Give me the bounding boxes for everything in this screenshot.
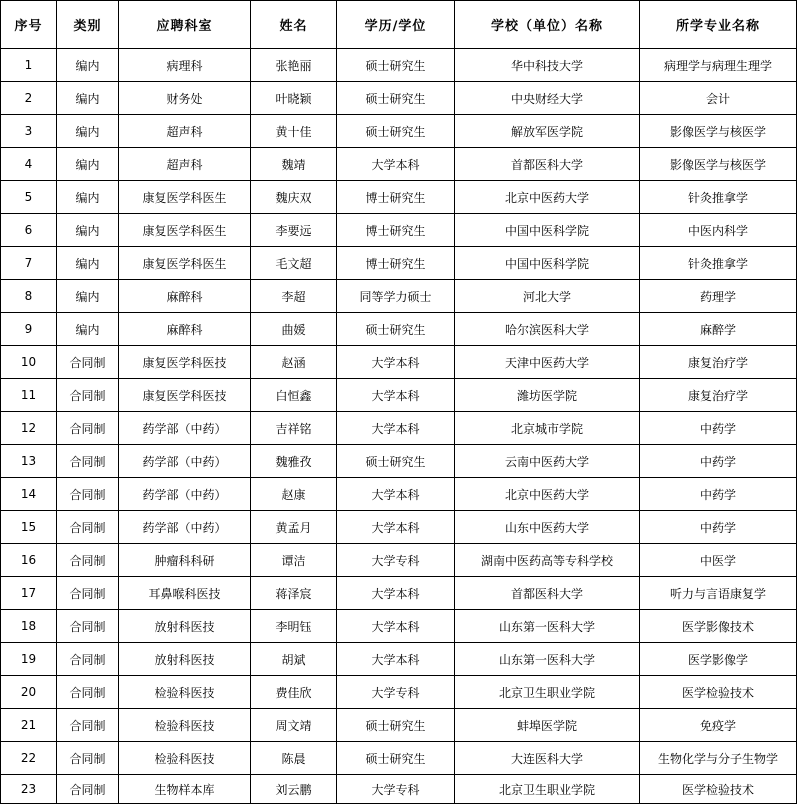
cell-name: 周文靖 <box>251 709 337 742</box>
cell-name: 陈晨 <box>251 742 337 775</box>
table-row <box>1 676 797 709</box>
table-row <box>1 610 797 643</box>
cell-index: 17 <box>1 577 57 610</box>
cell-name: 魏雅孜 <box>251 445 337 478</box>
header-row <box>1 1 797 49</box>
cell-department: 检验科医技 <box>119 709 251 742</box>
cell-department: 超声科 <box>119 115 251 148</box>
cell-name: 张艳丽 <box>251 49 337 82</box>
cell-name: 白恒鑫 <box>251 379 337 412</box>
cell-school: 山东第一医科大学 <box>455 610 640 643</box>
cell-school: 天津中医药大学 <box>455 346 640 379</box>
header-name: 姓名 <box>251 1 337 49</box>
table-row <box>1 181 797 214</box>
table-body <box>1 49 797 804</box>
cell-department: 药学部（中药） <box>119 511 251 544</box>
cell-index: 5 <box>1 181 57 214</box>
cell-school: 蚌埠医学院 <box>455 709 640 742</box>
cell-degree: 大学本科 <box>337 148 455 181</box>
cell-index: 16 <box>1 544 57 577</box>
cell-major: 生物化学与分子生物学 <box>640 742 797 775</box>
cell-name: 刘云鹏 <box>251 775 337 804</box>
cell-department: 康复医学科医生 <box>119 181 251 214</box>
table-row <box>1 82 797 115</box>
cell-major: 会计 <box>640 82 797 115</box>
cell-degree: 硕士研究生 <box>337 445 455 478</box>
table-row <box>1 313 797 346</box>
cell-name: 赵涵 <box>251 346 337 379</box>
cell-department: 放射科医技 <box>119 610 251 643</box>
cell-school: 北京卫生职业学院 <box>455 775 640 804</box>
cell-department: 病理科 <box>119 49 251 82</box>
header-department: 应聘科室 <box>119 1 251 49</box>
cell-major: 医学检验技术 <box>640 775 797 804</box>
cell-degree: 大学本科 <box>337 643 455 676</box>
cell-school: 河北大学 <box>455 280 640 313</box>
cell-name: 魏靖 <box>251 148 337 181</box>
cell-school: 北京城市学院 <box>455 412 640 445</box>
cell-degree: 大学专科 <box>337 676 455 709</box>
cell-degree: 大学本科 <box>337 610 455 643</box>
table-row <box>1 445 797 478</box>
cell-index: 8 <box>1 280 57 313</box>
header-school: 学校（单位）名称 <box>455 1 640 49</box>
cell-department: 康复医学科医技 <box>119 379 251 412</box>
cell-index: 1 <box>1 49 57 82</box>
cell-category: 编内 <box>57 247 119 280</box>
cell-index: 10 <box>1 346 57 379</box>
cell-degree: 硕士研究生 <box>337 742 455 775</box>
cell-school: 首都医科大学 <box>455 577 640 610</box>
cell-category: 编内 <box>57 82 119 115</box>
cell-department: 超声科 <box>119 148 251 181</box>
cell-department: 检验科医技 <box>119 742 251 775</box>
cell-degree: 同等学力硕士 <box>337 280 455 313</box>
cell-school: 北京中医药大学 <box>455 181 640 214</box>
cell-category: 编内 <box>57 49 119 82</box>
cell-index: 23 <box>1 775 57 804</box>
cell-degree: 硕士研究生 <box>337 49 455 82</box>
cell-index: 7 <box>1 247 57 280</box>
header-category: 类别 <box>57 1 119 49</box>
cell-major: 针灸推拿学 <box>640 247 797 280</box>
cell-major: 中医学 <box>640 544 797 577</box>
cell-category: 合同制 <box>57 478 119 511</box>
cell-degree: 硕士研究生 <box>337 82 455 115</box>
cell-department: 药学部（中药） <box>119 445 251 478</box>
cell-major: 中药学 <box>640 511 797 544</box>
cell-degree: 大学专科 <box>337 775 455 804</box>
cell-category: 编内 <box>57 313 119 346</box>
table-row <box>1 478 797 511</box>
cell-school: 潍坊医学院 <box>455 379 640 412</box>
cell-name: 吉祥铭 <box>251 412 337 445</box>
cell-school: 华中科技大学 <box>455 49 640 82</box>
cell-school: 中国中医科学院 <box>455 247 640 280</box>
table-row <box>1 742 797 775</box>
cell-department: 药学部（中药） <box>119 478 251 511</box>
cell-name: 李超 <box>251 280 337 313</box>
cell-major: 中药学 <box>640 412 797 445</box>
cell-school: 首都医科大学 <box>455 148 640 181</box>
cell-index: 3 <box>1 115 57 148</box>
cell-index: 9 <box>1 313 57 346</box>
cell-degree: 博士研究生 <box>337 247 455 280</box>
cell-school: 湖南中医药高等专科学校 <box>455 544 640 577</box>
cell-degree: 大学本科 <box>337 412 455 445</box>
cell-department: 肿瘤科科研 <box>119 544 251 577</box>
cell-degree: 博士研究生 <box>337 214 455 247</box>
cell-category: 合同制 <box>57 379 119 412</box>
header-index: 序号 <box>1 1 57 49</box>
cell-major: 影像医学与核医学 <box>640 148 797 181</box>
cell-index: 6 <box>1 214 57 247</box>
cell-name: 费佳欣 <box>251 676 337 709</box>
cell-degree: 硕士研究生 <box>337 709 455 742</box>
cell-school: 北京中医药大学 <box>455 478 640 511</box>
table-row <box>1 412 797 445</box>
cell-major: 影像医学与核医学 <box>640 115 797 148</box>
cell-category: 合同制 <box>57 577 119 610</box>
cell-department: 放射科医技 <box>119 643 251 676</box>
cell-index: 13 <box>1 445 57 478</box>
cell-major: 医学检验技术 <box>640 676 797 709</box>
cell-name: 胡斌 <box>251 643 337 676</box>
cell-department: 检验科医技 <box>119 676 251 709</box>
cell-name: 毛文超 <box>251 247 337 280</box>
cell-category: 编内 <box>57 115 119 148</box>
cell-category: 合同制 <box>57 610 119 643</box>
table-row <box>1 247 797 280</box>
table-row <box>1 775 797 804</box>
cell-major: 中医内科学 <box>640 214 797 247</box>
table-row <box>1 148 797 181</box>
cell-major: 麻醉学 <box>640 313 797 346</box>
cell-category: 合同制 <box>57 412 119 445</box>
cell-name: 李要远 <box>251 214 337 247</box>
cell-department: 麻醉科 <box>119 280 251 313</box>
cell-index: 18 <box>1 610 57 643</box>
table-row <box>1 379 797 412</box>
cell-category: 合同制 <box>57 346 119 379</box>
cell-category: 合同制 <box>57 709 119 742</box>
cell-name: 曲媛 <box>251 313 337 346</box>
table-row <box>1 544 797 577</box>
table-header <box>1 1 797 49</box>
cell-category: 合同制 <box>57 775 119 804</box>
cell-degree: 硕士研究生 <box>337 313 455 346</box>
table-row <box>1 709 797 742</box>
cell-major: 免疫学 <box>640 709 797 742</box>
cell-degree: 大学本科 <box>337 346 455 379</box>
cell-school: 中央财经大学 <box>455 82 640 115</box>
cell-major: 中药学 <box>640 478 797 511</box>
cell-degree: 大学专科 <box>337 544 455 577</box>
cell-degree: 大学本科 <box>337 511 455 544</box>
cell-department: 财务处 <box>119 82 251 115</box>
cell-degree: 大学本科 <box>337 379 455 412</box>
cell-school: 解放军医学院 <box>455 115 640 148</box>
cell-department: 药学部（中药） <box>119 412 251 445</box>
cell-index: 21 <box>1 709 57 742</box>
cell-name: 黄十佳 <box>251 115 337 148</box>
cell-school: 中国中医科学院 <box>455 214 640 247</box>
cell-department: 麻醉科 <box>119 313 251 346</box>
cell-name: 谭洁 <box>251 544 337 577</box>
header-major: 所学专业名称 <box>640 1 797 49</box>
cell-major: 康复治疗学 <box>640 346 797 379</box>
cell-index: 11 <box>1 379 57 412</box>
cell-degree: 大学本科 <box>337 478 455 511</box>
cell-major: 病理学与病理生理学 <box>640 49 797 82</box>
cell-major: 中药学 <box>640 445 797 478</box>
cell-degree: 大学本科 <box>337 577 455 610</box>
cell-major: 医学影像技术 <box>640 610 797 643</box>
cell-department: 康复医学科医生 <box>119 247 251 280</box>
table-row <box>1 214 797 247</box>
table-row <box>1 280 797 313</box>
table-row <box>1 346 797 379</box>
cell-index: 20 <box>1 676 57 709</box>
cell-major: 医学影像学 <box>640 643 797 676</box>
cell-name: 赵康 <box>251 478 337 511</box>
cell-major: 针灸推拿学 <box>640 181 797 214</box>
cell-index: 12 <box>1 412 57 445</box>
cell-school: 山东第一医科大学 <box>455 643 640 676</box>
cell-school: 山东中医药大学 <box>455 511 640 544</box>
cell-degree: 硕士研究生 <box>337 115 455 148</box>
cell-category: 编内 <box>57 280 119 313</box>
cell-category: 合同制 <box>57 544 119 577</box>
cell-name: 黄孟月 <box>251 511 337 544</box>
table-row <box>1 511 797 544</box>
cell-category: 编内 <box>57 214 119 247</box>
cell-department: 康复医学科医生 <box>119 214 251 247</box>
table-row <box>1 49 797 82</box>
table-row <box>1 115 797 148</box>
cell-category: 编内 <box>57 148 119 181</box>
cell-name: 蒋泽宸 <box>251 577 337 610</box>
cell-index: 14 <box>1 478 57 511</box>
cell-category: 合同制 <box>57 445 119 478</box>
cell-category: 合同制 <box>57 742 119 775</box>
cell-category: 合同制 <box>57 676 119 709</box>
cell-degree: 博士研究生 <box>337 181 455 214</box>
cell-index: 4 <box>1 148 57 181</box>
cell-major: 药理学 <box>640 280 797 313</box>
cell-major: 康复治疗学 <box>640 379 797 412</box>
cell-index: 19 <box>1 643 57 676</box>
cell-name: 叶晓颖 <box>251 82 337 115</box>
cell-category: 合同制 <box>57 511 119 544</box>
cell-name: 李明钰 <box>251 610 337 643</box>
cell-index: 15 <box>1 511 57 544</box>
cell-school: 云南中医药大学 <box>455 445 640 478</box>
cell-department: 生物样本库 <box>119 775 251 804</box>
cell-index: 22 <box>1 742 57 775</box>
cell-school: 北京卫生职业学院 <box>455 676 640 709</box>
header-degree: 学历/学位 <box>337 1 455 49</box>
cell-school: 哈尔滨医科大学 <box>455 313 640 346</box>
cell-name: 魏庆双 <box>251 181 337 214</box>
table-row <box>1 643 797 676</box>
table-row <box>1 577 797 610</box>
cell-category: 合同制 <box>57 643 119 676</box>
cell-department: 康复医学科医技 <box>119 346 251 379</box>
cell-major: 听力与言语康复学 <box>640 577 797 610</box>
cell-department: 耳鼻喉科医技 <box>119 577 251 610</box>
cell-index: 2 <box>1 82 57 115</box>
cell-category: 编内 <box>57 181 119 214</box>
cell-school: 大连医科大学 <box>455 742 640 775</box>
